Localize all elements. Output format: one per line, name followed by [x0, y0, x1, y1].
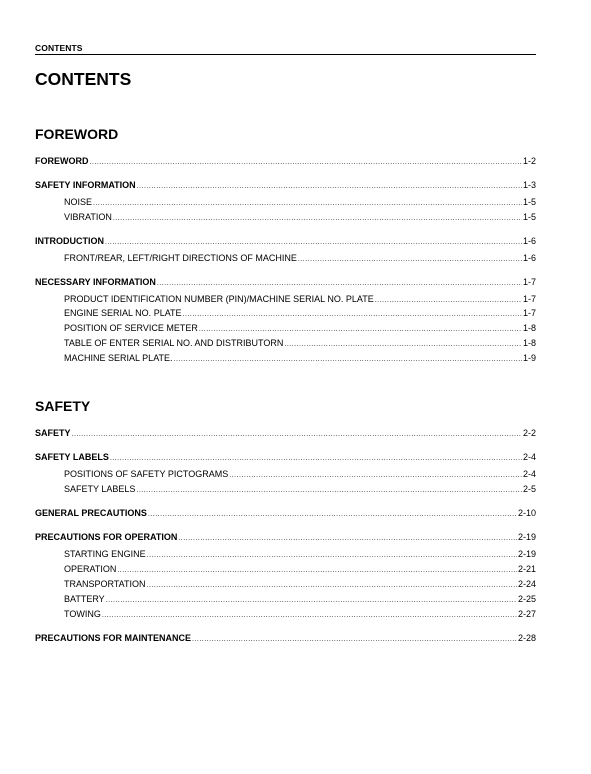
toc-entry-text: VIBRATION	[64, 212, 112, 222]
toc-subentry[interactable]	[64, 211, 536, 223]
toc-page-number: 1-7	[522, 308, 536, 318]
toc-page-number: 2-4	[522, 469, 536, 479]
toc-page-number: 1-2	[522, 156, 536, 166]
page-title: CONTENTS	[35, 69, 132, 89]
toc-entry-text: MACHINE SERIAL PLATE.	[64, 353, 173, 363]
toc-page-number: 1-5	[522, 212, 536, 222]
toc-entry-text: BATTERY	[64, 594, 105, 604]
toc-entry[interactable]	[35, 451, 536, 463]
toc-page-number: 1-8	[522, 323, 536, 333]
toc-subentry[interactable]	[64, 352, 536, 364]
dot-leader	[137, 181, 522, 193]
toc-subentry[interactable]	[64, 593, 536, 605]
toc-entry-text: TOWING	[64, 609, 101, 619]
toc-entry-text: TABLE OF ENTER SERIAL NO. AND DISTRIBUTORN	[64, 338, 284, 348]
toc-page-number: 1-8	[522, 338, 536, 348]
toc-entry-text: PRECAUTIONS FOR OPERATION	[35, 532, 178, 542]
toc-page-number: 2-5	[522, 484, 536, 494]
dot-leader	[298, 254, 522, 266]
toc-page-number: 2-24	[517, 579, 536, 589]
toc-entry-text: OPERATION	[64, 564, 117, 574]
toc-page-number: 1-6	[522, 253, 536, 263]
dot-leader	[136, 485, 522, 497]
dot-leader	[102, 610, 517, 622]
toc-entry[interactable]	[35, 507, 536, 519]
toc-entry-text: PRODUCT IDENTIFICATION NUMBER (PIN)/MACHINE SERIAL NO. PLATE	[64, 294, 374, 304]
toc-subentry[interactable]	[64, 322, 536, 334]
toc-entry-text: SAFETY LABELS	[64, 484, 136, 494]
dot-leader	[284, 339, 522, 351]
toc-entry-text: SAFETY	[35, 428, 71, 438]
toc-entry[interactable]	[35, 179, 536, 191]
section-title-foreword: FOREWORD	[35, 126, 119, 142]
toc-subentry[interactable]	[64, 252, 536, 264]
toc-subentry[interactable]	[64, 293, 536, 305]
running-head: CONTENTS	[35, 43, 83, 53]
dot-leader	[174, 354, 522, 366]
toc-entry-text: NECESSARY INFORMATION	[35, 277, 156, 287]
toc-entry-text: FRONT/REAR, LEFT/RIGHT DIRECTIONS OF MACHINE	[64, 253, 297, 263]
toc-subentry[interactable]	[64, 468, 536, 480]
toc-entry-text: STARTING ENGINE	[64, 549, 146, 559]
toc-subentry[interactable]	[64, 563, 536, 575]
toc-entry-text: SAFETY LABELS	[35, 452, 109, 462]
section-title-safety: SAFETY	[35, 398, 91, 414]
toc-page-number: 1-3	[522, 180, 536, 190]
toc-page-number: 1-7	[522, 277, 536, 287]
dot-leader	[178, 533, 517, 545]
toc-entry-text: SAFETY INFORMATION	[35, 180, 136, 190]
toc-page-number: 2-19	[517, 532, 536, 542]
toc-entry-text: FOREWORD	[35, 156, 89, 166]
dot-leader	[147, 550, 517, 562]
toc-subentry[interactable]	[64, 483, 536, 495]
toc-page-number: 2-27	[517, 609, 536, 619]
dot-leader	[106, 595, 517, 607]
toc-subentry[interactable]	[64, 337, 536, 349]
toc-entry-text: ENGINE SERIAL NO. PLATE	[64, 308, 182, 318]
toc-page-number: 1-9	[522, 353, 536, 363]
dot-leader	[183, 309, 522, 321]
dot-leader	[147, 580, 517, 592]
dot-leader	[93, 198, 522, 210]
dot-leader	[117, 565, 517, 577]
toc-page-number: 2-4	[522, 452, 536, 462]
toc-page-number: 1-7	[522, 294, 536, 304]
dot-leader	[199, 324, 522, 336]
dot-leader	[113, 213, 522, 225]
dot-leader	[72, 429, 522, 441]
toc-page-number: 2-19	[517, 549, 536, 559]
toc-subentry[interactable]	[64, 307, 536, 319]
toc-entry-text: POSITION OF SERVICE METER	[64, 323, 198, 333]
toc-entry-text: INTRODUCTION	[35, 236, 104, 246]
toc-entry-text: TRANSPORTATION	[64, 579, 146, 589]
toc-page-number: 1-6	[522, 236, 536, 246]
toc-page-number: 2-28	[517, 633, 536, 643]
toc-page-number: 2-2	[522, 428, 536, 438]
header-rule	[35, 54, 536, 55]
dot-leader	[157, 278, 522, 290]
toc-page-number: 2-25	[517, 594, 536, 604]
toc-entry[interactable]	[35, 531, 536, 543]
dot-leader	[229, 470, 522, 482]
toc-subentry[interactable]	[64, 578, 536, 590]
dot-leader	[375, 295, 522, 307]
toc-entry-text: GENERAL PRECAUTIONS	[35, 508, 147, 518]
dot-leader	[90, 157, 522, 169]
toc-entry[interactable]	[35, 276, 536, 288]
toc-entry-text: POSITIONS OF SAFETY PICTOGRAMS	[64, 469, 229, 479]
toc-subentry[interactable]	[64, 196, 536, 208]
dot-leader	[110, 453, 522, 465]
toc-subentry[interactable]	[64, 608, 536, 620]
toc-page-number: 2-10	[517, 508, 536, 518]
toc-entry[interactable]	[35, 427, 536, 439]
toc-subentry[interactable]	[64, 548, 536, 560]
dot-leader	[105, 237, 522, 249]
toc-entry[interactable]	[35, 155, 536, 167]
dot-leader	[192, 634, 517, 646]
toc-entry[interactable]	[35, 632, 536, 644]
toc-page-number: 2-21	[517, 564, 536, 574]
dot-leader	[148, 509, 517, 521]
toc-entry-text: PRECAUTIONS FOR MAINTENANCE	[35, 633, 192, 643]
toc-entry-text: NOISE	[64, 197, 93, 207]
toc-page-number: 1-5	[522, 197, 536, 207]
toc-entry[interactable]	[35, 235, 536, 247]
